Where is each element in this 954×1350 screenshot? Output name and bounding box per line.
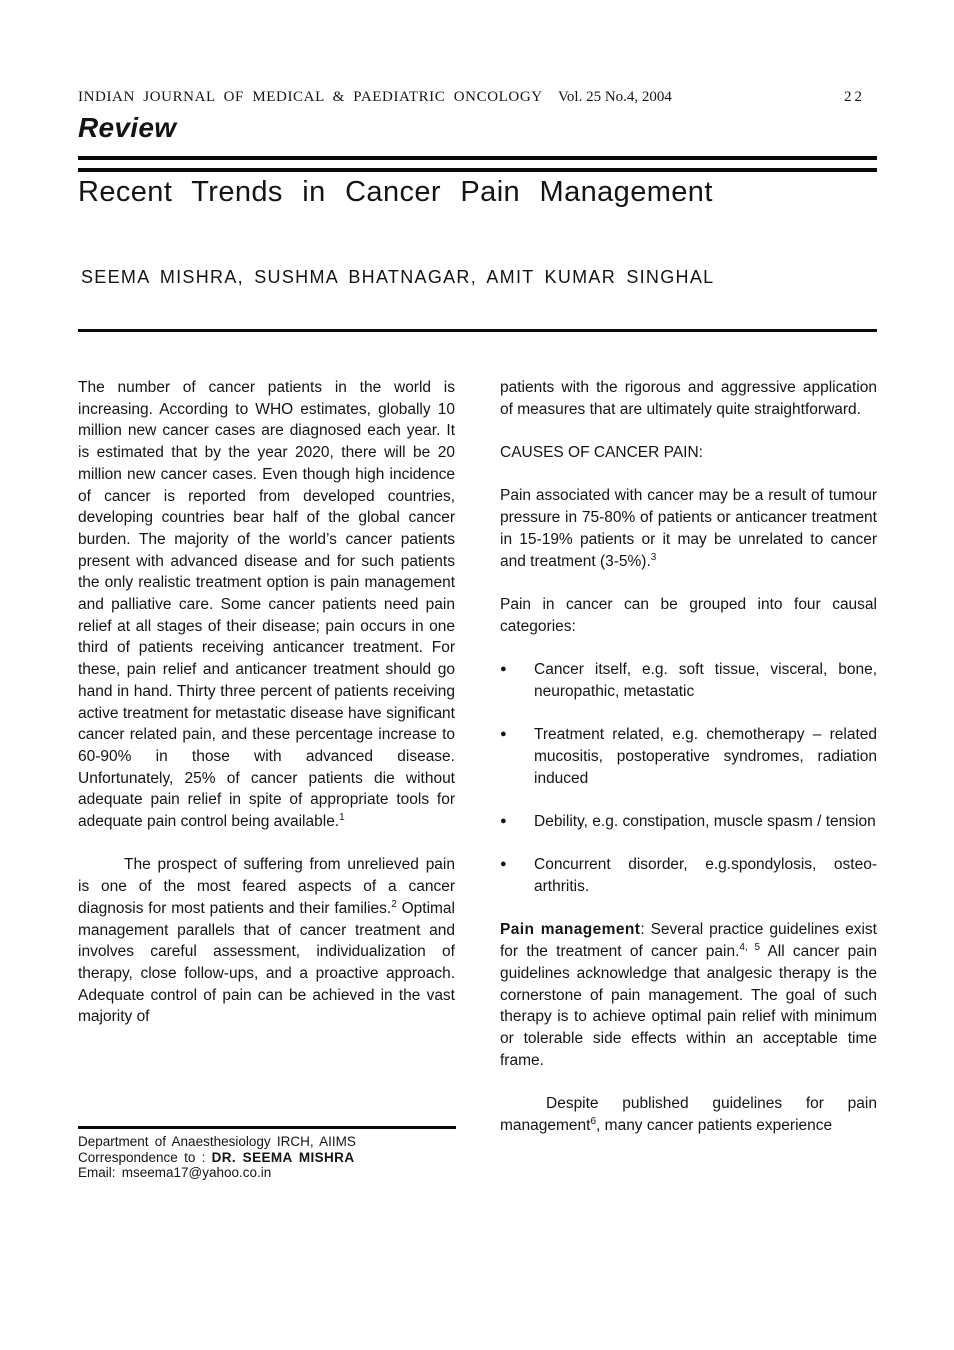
bullet-text: Concurrent disorder, e.g.spondylosis, osteo-arthritis. — [534, 856, 877, 896]
correspondence-label: Correspondence to : — [78, 1149, 212, 1165]
bullet-item-cancer-itself — [500, 659, 877, 702]
left-column — [78, 377, 455, 1136]
footnote-rule — [78, 1126, 456, 1129]
bullet-item-treatment-related — [500, 724, 877, 789]
paragraph-text: Optimal management parallels that of cancer treatment and involves careful assessment, individualization of therapy, close follow-ups, and a proactive approach. Adequate control of pain can be achieved in the vast majority of — [78, 899, 455, 1026]
authors-line: SEEMA MISHRA, SUSHMA BHATNAGAR, AMIT KUMAR SINGHAL — [81, 267, 715, 287]
divider-rule-bottom — [78, 168, 877, 172]
reference-superscript: 4, 5 — [739, 942, 761, 953]
footnote-correspondence — [78, 1150, 456, 1166]
bullet-icon: ● — [500, 814, 507, 827]
bullet-item-concurrent-disorder — [500, 854, 877, 897]
bullet-item-debility — [500, 811, 877, 833]
reference-superscript: 1 — [339, 811, 345, 823]
bullet-icon: ● — [500, 858, 507, 871]
correspondent-name: DR. SEEMA MISHRA — [211, 1149, 355, 1165]
paragraph-text: , many cancer patients experience — [596, 1116, 833, 1134]
pain-management-lead: Pain management — [500, 921, 641, 939]
right-column — [500, 377, 877, 1136]
bullet-icon: ● — [500, 728, 507, 741]
paragraph-despite — [500, 1093, 877, 1136]
paragraph-prospect — [78, 854, 455, 1028]
paragraph-text: Pain associated with cancer may be a result of tumour pressure in 75-80% of patients or anticancer treatment in 15-19% patients or it may be unrelated to cancer and treatment (3-5%). — [500, 487, 877, 570]
footnote-department: Department of Anaesthesiology IRCH, AIIMS — [78, 1134, 356, 1149]
body-columns — [78, 377, 877, 1136]
paragraph-pain-management — [500, 919, 877, 1071]
footnote-email: Email: mseema17@yahoo.co.in — [78, 1165, 272, 1181]
section-label: Review — [78, 112, 177, 143]
paragraph-intro — [78, 377, 455, 833]
paragraph-causes — [500, 485, 877, 572]
reference-superscript: 2 — [391, 898, 397, 910]
paragraph-categories: Pain in cancer can be grouped into four causal categories: — [500, 595, 877, 635]
page-number: 22 — [844, 89, 865, 105]
volume-issue: Vol. 25 No.4, 2004 — [558, 89, 672, 105]
footnote — [78, 1126, 456, 1181]
paragraph-text: All cancer pain guidelines acknowledge that analgesic therapy is the cornerstone of pain management. The goal of such therapy is to achieve optimal pain relief with minimum or tolerable side effects within an acceptable time frame. — [500, 943, 877, 1069]
running-head — [78, 89, 877, 109]
paragraph-text: The prospect of suffering from unrelieved pain is one of the most feared aspects of a cancer diagnosis for most patients and their families. — [78, 856, 455, 917]
bullet-text: Debility, e.g. constipation, muscle spasm / tension — [534, 812, 876, 830]
causes-heading: CAUSES OF CANCER PAIN: — [500, 444, 703, 462]
paragraph-text: : Several practice guidelines exist for the treatment of cancer pain. — [500, 921, 877, 961]
paragraph-text: The number of cancer patients in the world is increasing. According to WHO estimates, globally 10 million new cancer cases are diagnosed each year. It is estimated that by the year 2020, there will be 20 million new cancer cases. Even though high incidence of cancer is reported from developed countries, developing countries bear half of the global cancer burden. The majority of the world’s cancer patients present with advanced disease and for such patients the only realistic treatment option is pain management and palliative care. Some cancer patients need pain relief at all stages of their disease; pain occurs in one third of patients receiving anticancer treatment. For these, pain relief and anticancer treatment should go hand in hand. Thirty three percent of patients receiving active treatment for metastatic disease have significant cancer related pain, and these percentage increase to 60-90% in those with advanced disease. Unfortunately, 25% of cancer patients die without adequate pain relief in spite of appropriate tools for adequate pain control being available. — [78, 379, 455, 831]
divider-rule-top — [78, 156, 877, 160]
reference-superscript: 6 — [590, 1115, 597, 1127]
reference-superscript: 3 — [650, 551, 657, 563]
article-title: Recent Trends in Cancer Pain Management — [78, 176, 713, 208]
authors-rule — [78, 329, 877, 332]
bullet-text: Cancer itself, e.g. soft tissue, visceral, bone, neuropathic, metastatic — [534, 661, 877, 700]
paragraph-continuation: patients with the rigorous and aggressive application of measures that are ultimately quite straightforward. — [500, 379, 877, 418]
bullet-text: Treatment related, e.g. chemotherapy – related mucositis, postoperative syndromes, radiation induced — [534, 726, 877, 787]
journal-name: INDIAN JOURNAL OF MEDICAL & PAEDIATRIC ONCOLOGY — [78, 89, 543, 105]
bullet-icon: ● — [500, 663, 507, 676]
paragraph-text: Despite published guidelines for pain management — [500, 1095, 877, 1134]
